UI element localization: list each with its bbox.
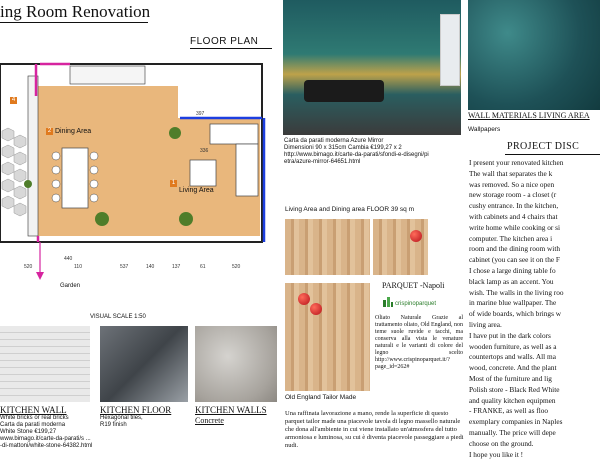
project-description-line: Polish store - Black Red White (469, 384, 560, 394)
project-description-line: I chose a large dining table fo (469, 266, 556, 275)
floor-plan-drawing[interactable] (0, 36, 278, 288)
title-underline (0, 22, 148, 23)
project-description-line: of wide boards, which brings w (469, 309, 562, 319)
project-description-line: was removed. So a nice open (469, 179, 555, 189)
kitchen-floor-desc: Hexagonal tiles, R19 finish (100, 415, 143, 428)
svg-text:440: 440 (64, 256, 73, 262)
svg-text:537: 537 (120, 264, 129, 270)
project-description-line: - FRANKE, as well as floo (469, 406, 549, 416)
project-description-line: new storage room - a closet (r (469, 190, 557, 200)
svg-text:137: 137 (172, 264, 181, 270)
project-description-line: and quality kitchen equipmen (469, 395, 556, 405)
room-number-2: 2 (47, 128, 52, 134)
project-description-line: living area. (469, 320, 502, 329)
project-description-line: room and the dining room with (469, 244, 560, 254)
svg-text:140: 140 (146, 264, 155, 270)
project-description-line: cushy entrance. In the kitchen, (469, 201, 559, 211)
project-description-line: I have put in the dark colors (469, 330, 551, 340)
project-description-line: exemplary companies in Naples (469, 417, 563, 427)
project-description-line: The wall that separates the k (469, 168, 553, 178)
svg-text:61: 61 (200, 264, 206, 270)
kitchen-walls-swatch[interactable] (195, 326, 277, 402)
kitchen-floor-swatch[interactable] (100, 326, 188, 402)
sofa-in-photo (304, 80, 384, 102)
project-description-line: write home while cooking or si (469, 222, 560, 232)
parquet-description: Una raffinata lavorazione a mano, rende la superficie di questo parquet tailor made una piacevole tavola di legno massello naturale che dona all'ambiente in cui viene installato un'atmosfera del tutto armoniosa e luminosa, su cui è diventa piacevole passeggiare a piedi nudi. (285, 410, 464, 449)
kitchen-floor-title: KITCHEN FLOOR (100, 405, 172, 415)
project-description-line: Most of the furniture and lig (469, 374, 552, 383)
project-description-line: I hope you like it ! (469, 449, 524, 459)
project-description-line: wooden furniture, as well as a (469, 341, 557, 351)
wall-materials-title: WALL MATERIALS LIVING AREA (468, 111, 590, 120)
wallpaper-caption: Carta da parati moderna Azure Mirror Dimensioni 90 x 315cm Cambia €199,27 x 2 http://www.bimago.it/carte-da-parati/sfondi-e-disegni/pi etra/azure-mirror-64651.html (284, 138, 429, 165)
kitchen-wall-title: KITCHEN WALL (0, 405, 67, 415)
room-label-dining: Dining Area (55, 128, 92, 135)
project-description-line: manually. The price will depe (469, 428, 556, 437)
wall-material-photo[interactable] (468, 0, 600, 110)
parquet-photo-2[interactable] (373, 219, 428, 275)
project-description-line: I present your renovated kitchen (469, 158, 564, 167)
svg-text:397: 397 (196, 111, 205, 117)
project-description-line: computer. The kitchen area i (469, 233, 553, 243)
oliato-description: Oliato Naturale Grazie al trattamento oliato, Old England, non teme suole ruvide e tacchi, ma conserva alla vista le venature naturali e le varianti di colore del legno scelto http://www.crispinoparquet.it/?page_id=262# (375, 315, 463, 370)
wallpapers-label: Wallpapers (468, 126, 501, 133)
parquet-photo-1[interactable] (285, 219, 370, 275)
room-label-living: Living Area (179, 187, 214, 194)
page-title: ing Room Renovation (0, 2, 151, 21)
project-description-line: wood, concrete. And the plant (469, 363, 557, 373)
crispino-logo-text: crispinoparquet (395, 301, 437, 307)
old-england-label: Old England Tailor Made (285, 394, 357, 401)
parquet-label: PARQUET -Napoli (382, 281, 445, 290)
project-description-line: choose on the ground. (469, 438, 534, 448)
project-description-underline (505, 154, 600, 155)
svg-text:520: 520 (232, 264, 241, 270)
project-description-line: with cabinets and 4 chairs that (469, 212, 558, 221)
apple-decoration (298, 293, 310, 305)
kitchen-wall-desc: White bricks or real bricks Carta da parati moderna White Stone €199,27 www.bimago.it/carte-da-parati/s ... -di-mattoni/white-stone-64382.html (0, 415, 93, 449)
project-description-line: wish. The walls in the living roo (469, 287, 564, 297)
project-description-title: PROJECT DISC (507, 141, 580, 152)
garden-label: Garden (60, 283, 81, 289)
svg-text:336: 336 (200, 148, 209, 154)
living-room-photo[interactable] (283, 0, 461, 135)
floor-plan-label: FLOOR PLAN (190, 36, 259, 47)
project-description-line: in marine blue wallpaper. The (469, 298, 557, 308)
kitchen-walls-sub: Concrete (195, 416, 224, 425)
apple-decoration (410, 230, 422, 242)
project-description-line: cabinet (you can see it on the F (469, 255, 560, 265)
crispino-logo-icon (382, 296, 394, 308)
svg-text:110: 110 (74, 264, 82, 270)
visual-scale-label: VISUAL SCALE 1:50 (90, 314, 146, 320)
svg-text:520: 520 (24, 264, 33, 270)
floor-header: Living Area and Dining area FLOOR 39 sq m (285, 206, 414, 213)
kitchen-walls-title: KITCHEN WALLS (195, 405, 267, 415)
project-description-line: black lamp as an accent. You (469, 276, 554, 286)
apple-decoration (310, 303, 322, 315)
project-description-line: countertops and walls. All ma (469, 352, 556, 362)
kitchen-wall-swatch[interactable] (0, 326, 90, 402)
room-number-1: 1 (171, 180, 176, 186)
room-number-4: 4 (11, 97, 16, 103)
window-in-photo (440, 14, 460, 86)
